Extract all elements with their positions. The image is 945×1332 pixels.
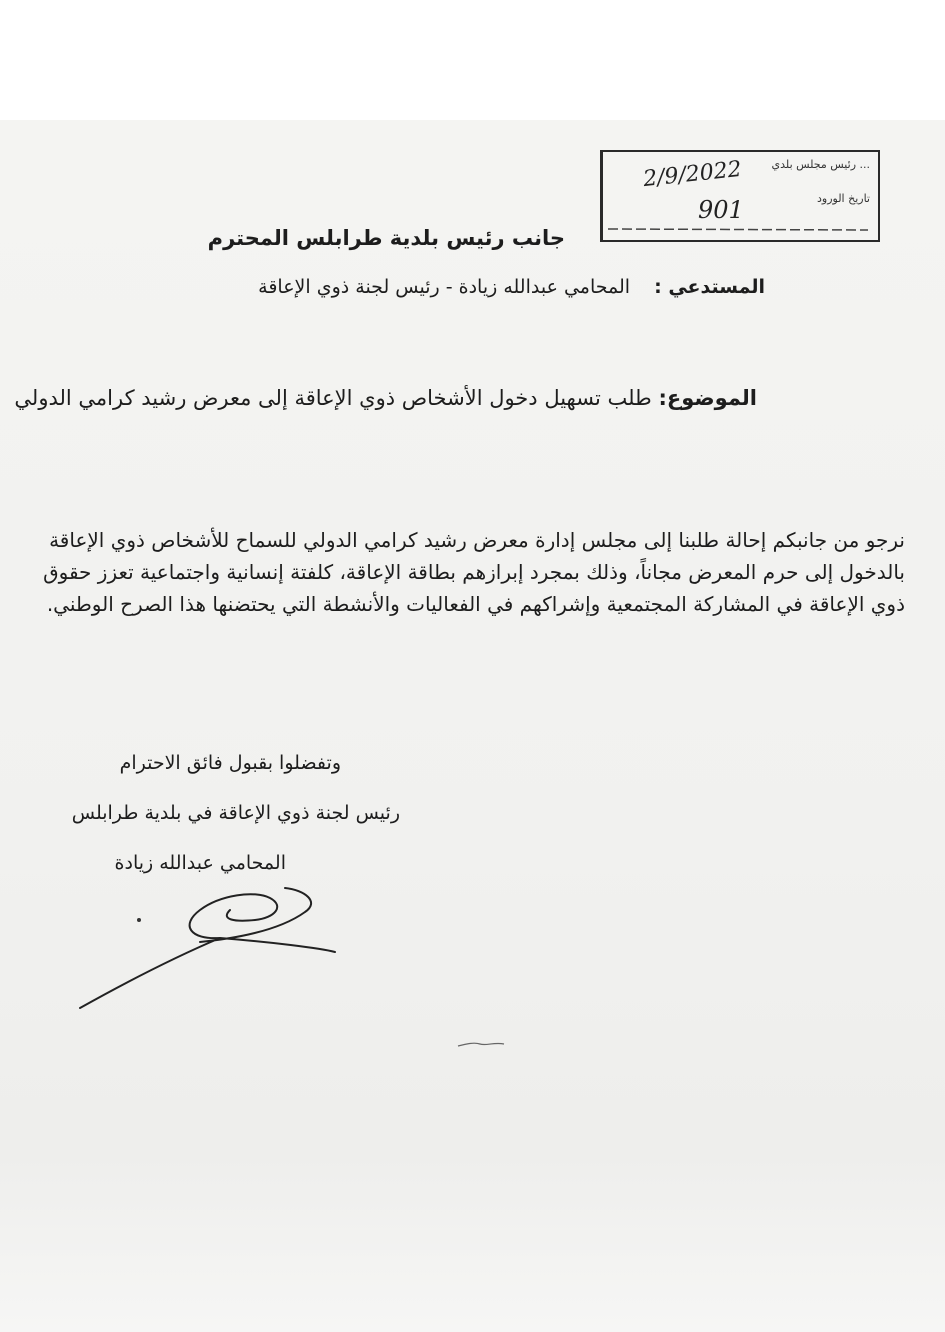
subject-line: [0, 378, 757, 418]
applicant-label: المستدعي :: [654, 276, 765, 298]
recipient-line: جانب رئيس بلدية طرابلس المحترم: [207, 226, 565, 250]
subject-value: طلب تسهيل دخول الأشخاص ذوي الإعاقة إلى معرض رشيد كرامي الدولي: [14, 386, 652, 410]
stamp-received-label: تاريخ الورود: [817, 192, 870, 205]
applicant-value: المحامي عبدالله زيادة - رئيس لجنة ذوي الإعاقة: [258, 276, 631, 298]
stamp-header: ... رئيس مجلس بلدي: [771, 158, 870, 171]
signature-icon: [70, 880, 360, 1020]
letter-body: نرجو من جانبكم إحالة طلبنا إلى مجلس إدارة معرض رشيد كرامي الدولي للسماح للأشخاص ذوي الإعاقة بالدخول إلى حرم المعرض مجاناً، وذلك بمجرد إبرازهم بطاقة الإعاقة، كلفتة إنسانية واجتماعية تعزز حقوق ذوي الإعاقة في المشاركة المجتمعية وإشراكهم في الفعاليات والأنشطة التي يحتضنها هذا الصرح الوطني.: [43, 528, 905, 616]
stamp-number: 901: [698, 196, 744, 224]
scribble-mark: [456, 1032, 506, 1052]
reception-stamp: [600, 150, 880, 242]
signer-name: المحامي عبدالله زيادة: [114, 852, 286, 874]
stamp-rule: [603, 224, 873, 234]
ink-dot: [137, 918, 141, 922]
letter-sheet: [0, 120, 945, 1332]
signer-title: رئيس لجنة ذوي الإعاقة في بلدية طرابلس: [71, 802, 400, 824]
closing-line: وتفضلوا بقبول فائق الاحترام: [119, 752, 341, 774]
stamp-date: 2/9/2022: [641, 156, 743, 193]
top-margin: [0, 0, 945, 120]
applicant-line: [258, 276, 765, 298]
subject-label: الموضوع:: [658, 386, 757, 410]
